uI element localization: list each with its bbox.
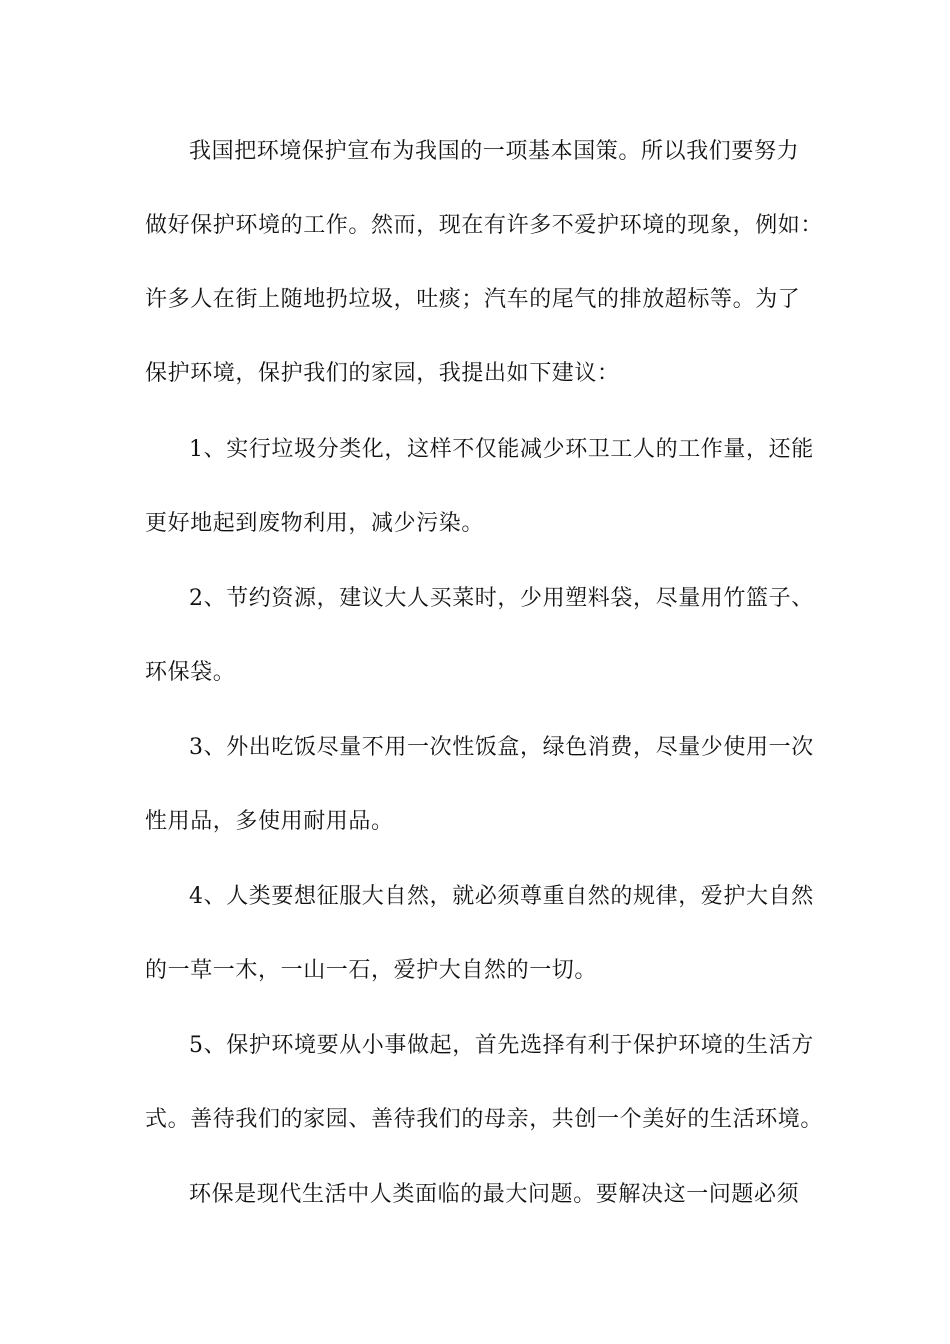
suggestion-4-line-1: 4、人类要想征服大自然，就必须尊重自然的规律，爱护大自然	[189, 884, 814, 909]
intro-paragraph-line-4: 保护环境，保护我们的家园，我提出如下建议：	[145, 361, 620, 386]
suggestion-2-line-2: 环保袋。	[145, 660, 236, 685]
intro-paragraph-line-2: 做好保护环境的工作。然而，现在有许多不爱护环境的现象，例如：	[145, 213, 824, 238]
suggestion-5-line-1: 5、保护环境要从小事做起，首先选择有利于保护环境的生活方	[189, 1033, 814, 1058]
closing-paragraph-line-1: 环保是现代生活中人类面临的最大问题。要解决这一问题必须	[189, 1182, 800, 1207]
suggestion-1-line-1: 1、实行垃圾分类化，这样不仅能减少环卫工人的工作量，还能	[189, 437, 814, 462]
suggestion-4-line-2: 的一草一木，一山一石，爱护大自然的一切。	[145, 958, 598, 983]
intro-paragraph-line-1: 我国把环境保护宣布为我国的一项基本国策。所以我们要努力	[189, 139, 800, 164]
suggestion-3-line-1: 3、外出吃饭尽量不用一次性饭盒，绿色消费，尽量少使用一次	[189, 735, 814, 760]
suggestion-5-line-2: 式。善待我们的家园、善待我们的母亲，共创一个美好的生活环境。	[145, 1107, 824, 1132]
suggestion-1-line-2: 更好地起到废物利用，减少污染。	[145, 511, 485, 536]
intro-paragraph-line-3: 许多人在街上随地扔垃圾，吐痰；汽车的尾气的排放超标等。为了	[145, 287, 801, 312]
suggestion-2-line-1: 2、节约资源，建议大人买菜时，少用塑料袋，尽量用竹篮子、	[189, 586, 814, 611]
suggestion-3-line-2: 性用品，多使用耐用品。	[145, 809, 394, 834]
